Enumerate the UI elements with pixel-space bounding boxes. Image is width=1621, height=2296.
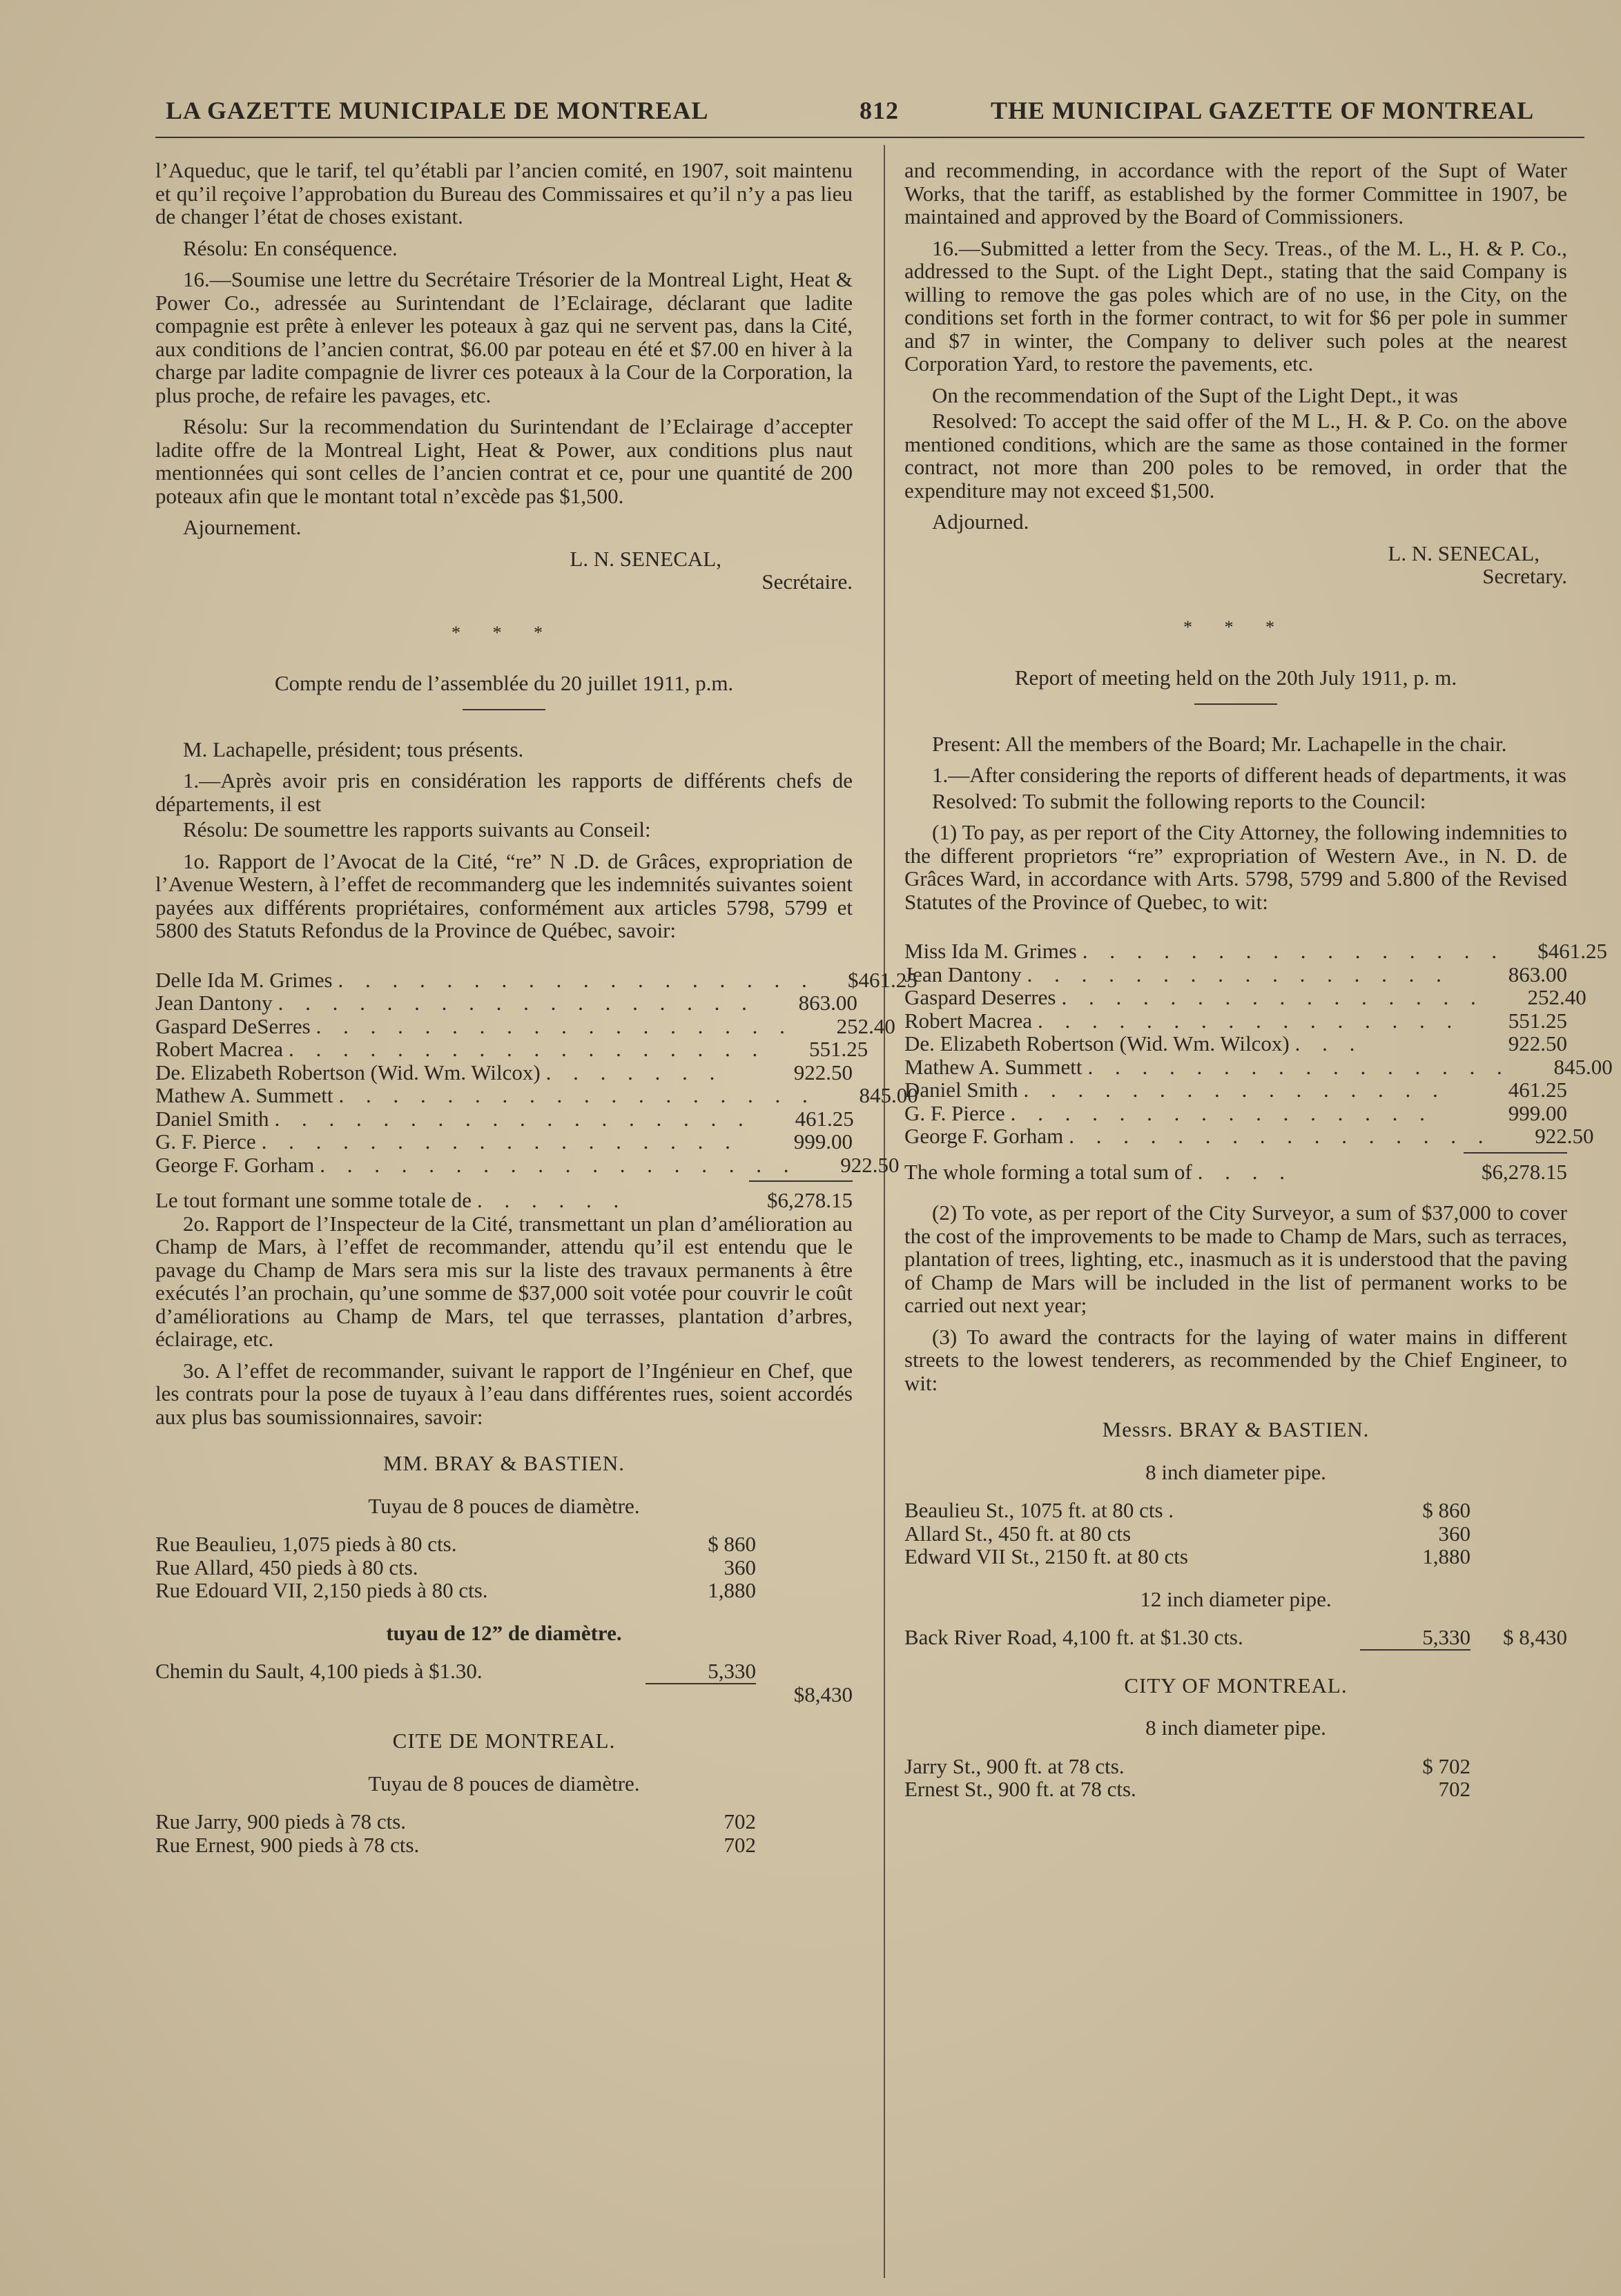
list-item: G. F. Pierce . . . . . . . . . . . . . . . . 999.00 xyxy=(904,1100,1567,1125)
list-item: George F. Gorham . . . . . . . . . . . . . . . . . . 922.50 xyxy=(155,1152,900,1177)
report-title: Report of meeting held on the 20th July 1911, p. m. xyxy=(1014,665,1457,690)
signature-name: L. N. SENECAL, xyxy=(570,546,721,571)
contract-row: Allard St., 450 ft. at 80 cts 360 xyxy=(904,1521,1470,1546)
paragraph: 16.—Submitted a letter from the Secy. Treas., of the M. L., H. & P. Co., addressed to the Supt. of the Light Dept., stating that the said Company is willing to remove the gas poles which are of no use, in the City, on the conditions set forth in the former contract, to wit for $6 per pole in summer and $7 in winter, the Company to deliver such poles at the nearest Corporation Yard, to restore the pavements, etc. xyxy=(904,235,1567,376)
indemnity-list xyxy=(904,939,1613,1184)
contract-row: Rue Ernest, 900 pieds à 78 cts. 702 xyxy=(155,1832,756,1857)
pipe-subheading: 8 inch diameter pipe. xyxy=(1145,1715,1326,1740)
list-item: Robert Macrea . . . . . . . . . . . . . . . . . . 551.25 xyxy=(155,1037,868,1061)
list-item: Daniel Smith . . . . . . . . . . . . . . . . 461.25 xyxy=(904,1078,1567,1102)
separator-stars: * * * xyxy=(452,622,556,643)
report-title: Compte rendu de l’assemblée du 20 juillet 1911, p.m. xyxy=(274,671,734,695)
contract-row: Back River Road, 4,100 ft. at $1.30 cts. 5,330 $ 8,430 xyxy=(904,1625,1567,1649)
list-item: Mathew A. Summett . . . . . . . . . . . . . . . . . . 845.00 xyxy=(155,1083,918,1107)
header-title-en: THE MUNICIPAL GAZETTE OF MONTREAL xyxy=(991,97,1535,124)
signature-title: Secretary. xyxy=(1482,564,1567,588)
list-item: Mathew A. Summett . . . . . . . . . . . . . . . . 845.00 xyxy=(904,1054,1613,1079)
list-item: G. F. Pierce . . . . . . . . . . . . . . . . . . 999.00 xyxy=(155,1129,853,1154)
contractor-heading: MM. BRAY & BASTIEN. xyxy=(382,1451,625,1475)
list-item: De. Elizabeth Robertson (Wid. Wm. Wilcox) . . . 922.50 xyxy=(904,1031,1567,1055)
contract-row: Beaulieu St., 1075 ft. at 80 cts . $ 860 xyxy=(904,1498,1470,1522)
adjournment: Ajournement. xyxy=(183,515,302,539)
contract-row: Rue Edouard VII, 2,150 pieds à 80 cts. 1,880 xyxy=(155,1578,756,1602)
contractor-heading: CITY OF MONTREAL. xyxy=(1124,1673,1348,1697)
pipe-subheading: Tuyau de 8 pouces de diamètre. xyxy=(368,1493,640,1518)
contract-row: Rue Allard, 450 pieds à 80 cts. 360 xyxy=(155,1555,756,1579)
signature-name: L. N. SENECAL, xyxy=(1388,541,1540,565)
contract-row: Chemin du Sault, 4,100 pieds à $1.30. 5,330 xyxy=(155,1659,756,1683)
contract-row: Rue Jarry, 900 pieds à 78 cts. 702 xyxy=(155,1809,756,1833)
paragraph: Present: All the members of the Board; Mr. Lachapelle in the chair. xyxy=(932,731,1507,756)
total-row: Le tout formant une somme totale de . . . . . . $6,278.15 xyxy=(155,1188,853,1212)
paragraph: 2o. Rapport de l’Inspecteur de la Cité, transmettant un plan d’amélioration au Champ de Mars, à l’effet de recommander, attendu qu’il est entendu que le pavage du Champ de Mars sera mis sur la liste des travaux permanents à être exécutés l’an prochain, qu’une somme de $37,000 soit votée pour couvrir le coût d’améliorations au Champ de Mars, tel que terrasses, plantation d’arbres, éclairage, etc. xyxy=(155,1211,853,1351)
list-item: Gaspard DeSerres . . . . . . . . . . . . . . . . . . 252.40 xyxy=(155,1013,895,1038)
paragraph: (2) To vote, as per report of the City Surveyor, a sum of $37,000 to cover the cost of the improvements to be made to Champ de Mars, such as terraces, plantation of trees, lighting, etc., inasmuch as it is understood that the paving of Champ de Mars will be included in the list of permanent works to be carried out next year; xyxy=(904,1200,1567,1317)
column-divider xyxy=(884,145,885,2278)
paragraph: Résolu: Sur la recommendation du Surintendant de l’Eclairage d’accepter ladite offre de la Montreal Light, Heat & Power, aux conditions plus naut mentionnées qui sont celles de l’ancien contrat et ce, pour une quantité de 200 poteaux afin que le montant total n’excède pas $1,500. xyxy=(155,414,853,508)
list-item: Miss Ida M. Grimes . . . . . . . . . . . . . . . . $461.25 xyxy=(904,939,1607,963)
header-rule xyxy=(155,137,1584,138)
total-row: The whole forming a total sum of . . . . $6,278.15 xyxy=(904,1159,1567,1184)
paragraph: and recommending, in accordance with the report of the Supt of Water Works, that the tariff, as established by the former Committee in 1907, be maintained and approved by the Board of Commissioners. xyxy=(904,158,1567,228)
page-number: 812 xyxy=(860,97,899,124)
adjournment: Adjourned. xyxy=(932,509,1029,534)
list-item: Gaspard Deserres . . . . . . . . . . . . . . . . 252.40 xyxy=(904,985,1586,1009)
contract-row: Edward VII St., 2150 ft. at 80 cts 1,880 xyxy=(904,1544,1470,1568)
paragraph: 3o. A l’effet de recommander, suivant le rapport de l’Ingénieur en Chef, que les contrats pour la pose de tuyaux à l’eau dans différentes rues, soient accordés aux plus bas soumissionnaires, savoir: xyxy=(155,1358,853,1429)
paragraph: 1.—After considering the reports of different heads of departments, it was xyxy=(932,763,1566,787)
signature-title: Secrétaire. xyxy=(761,570,853,594)
paragraph: l’Aqueduc, que le tarif, tel qu’établi par l’ancien comité, en 1907, soit maintenu et qu’il reçoive l’approbation du Bureau des Commissaires et qu’il n’y a pas lieu de changer l’état de choses existant. xyxy=(155,158,853,228)
header-title-fr: LA GAZETTE MUNICIPALE DE MONTREAL xyxy=(166,97,709,124)
paragraph: 16.—Soumise une lettre du Secrétaire Trésorier de la Montreal Light, Heat & Power Co., adressée au Surintendant de l’Eclairage, déclarant que ladite compagnie est prête à enlever les poteaux à gaz qui ne servent pas, dans la Cité, aux conditions de l’ancien contrat, $6.00 par poteau en été et $7.00 en hiver à la charge par ladite compagnie de livrer ces poteaux à la Cour de la Corporation, la plus proche, de refaire les pavages, etc. xyxy=(155,267,853,407)
indemnity-list xyxy=(155,967,918,1212)
paragraph: M. Lachapelle, président; tous présents. xyxy=(183,737,524,761)
page-header xyxy=(166,93,1593,128)
contract-row: Ernest St., 900 ft. at 78 cts. 702 xyxy=(904,1777,1470,1801)
paragraph: Résolu: De soumettre les rapports suivants au Conseil: xyxy=(183,817,651,841)
paragraph: 1o. Rapport de l’Avocat de la Cité, “re” N .D. de Grâces, expropriation de l’Avenue Western, à l’effet de recommanderg que les indemnités suivantes soient payées aux différents propriétaires, conformément aux articles 5798, 5799 et 5800 des Statuts Refondus de la Province de Québec, savoir: xyxy=(155,848,853,942)
subtotal-row: $8,430 xyxy=(155,1683,853,1706)
list-item: George F. Gorham . . . . . . . . . . . . . . . . 922.50 xyxy=(904,1124,1594,1148)
paragraph: On the recommendation of the Supt of the Light Dept., it was xyxy=(932,382,1458,407)
list-item: Delle Ida M. Grimes . . . . . . . . . . . . . . . . . . $461.25 xyxy=(155,967,918,992)
sum-rule xyxy=(1464,1152,1567,1154)
pipe-subheading: tuyau de 12” de diamètre. xyxy=(386,1620,622,1645)
paragraph: Resolved: To submit the following reports to the Council: xyxy=(932,788,1426,813)
list-item: Robert Macrea . . . . . . . . . . . . . . . . 551.25 xyxy=(904,1008,1567,1033)
english-column xyxy=(904,158,1613,1801)
contractor-heading: Messrs. BRAY & BASTIEN. xyxy=(1102,1417,1370,1441)
list-item: Daniel Smith . . . . . . . . . . . . . . . . . . 461.25 xyxy=(155,1106,854,1131)
short-rule xyxy=(463,709,545,710)
list-item: Jean Dantony . . . . . . . . . . . . . . . . 863.00 xyxy=(904,962,1567,986)
paragraph: 1.—Après avoir pris en considération les rapports de différents chefs de départements, il est xyxy=(155,768,853,816)
list-item: De. Elizabeth Robertson (Wid. Wm. Wilcox) . . . . . . . 922.50 xyxy=(155,1060,853,1084)
contract-row: Rue Beaulieu, 1,075 pieds à 80 cts. $ 860 xyxy=(155,1532,756,1556)
separator-stars: * * * xyxy=(1183,616,1288,637)
contractor-heading: CITE DE MONTREAL. xyxy=(392,1729,616,1753)
list-item: Jean Dantony . . . . . . . . . . . . . . . . . . 863.00 xyxy=(155,991,857,1015)
paragraph: Résolu: En conséquence. xyxy=(183,235,398,260)
french-column xyxy=(155,158,918,1857)
paragraph: (1) To pay, as per report of the City Attorney, the following indemnities to the different proprietors “re” expropriation of Western Ave., in N. D. de Grâces Ward, in accordance with Arts. 5798, 5799 and 5.800 of the Revised Statutes of the Province of Quebec, to wit: xyxy=(904,820,1567,914)
paragraph: Resolved: To accept the said offer of the M L., H. & P. Co. on the above mentioned conditions, which are the same as those contained in the former contract, not more than 200 poles to be removed, in order that the expenditure may not exceed $1,500. xyxy=(904,409,1567,503)
pipe-subheading: Tuyau de 8 pouces de diamètre. xyxy=(368,1771,640,1796)
pipe-subheading: 12 inch diameter pipe. xyxy=(1140,1586,1332,1611)
paragraph: (3) To award the contracts for the laying of water mains in different streets to the lowest tenderers, as recommended by the Chief Engineer, to wit: xyxy=(904,1324,1567,1395)
contract-row: Jarry St., 900 ft. at 78 cts. $ 702 xyxy=(904,1753,1470,1778)
pipe-subheading: 8 inch diameter pipe. xyxy=(1145,1459,1326,1484)
short-rule xyxy=(1194,703,1277,705)
sum-rule xyxy=(749,1180,853,1182)
